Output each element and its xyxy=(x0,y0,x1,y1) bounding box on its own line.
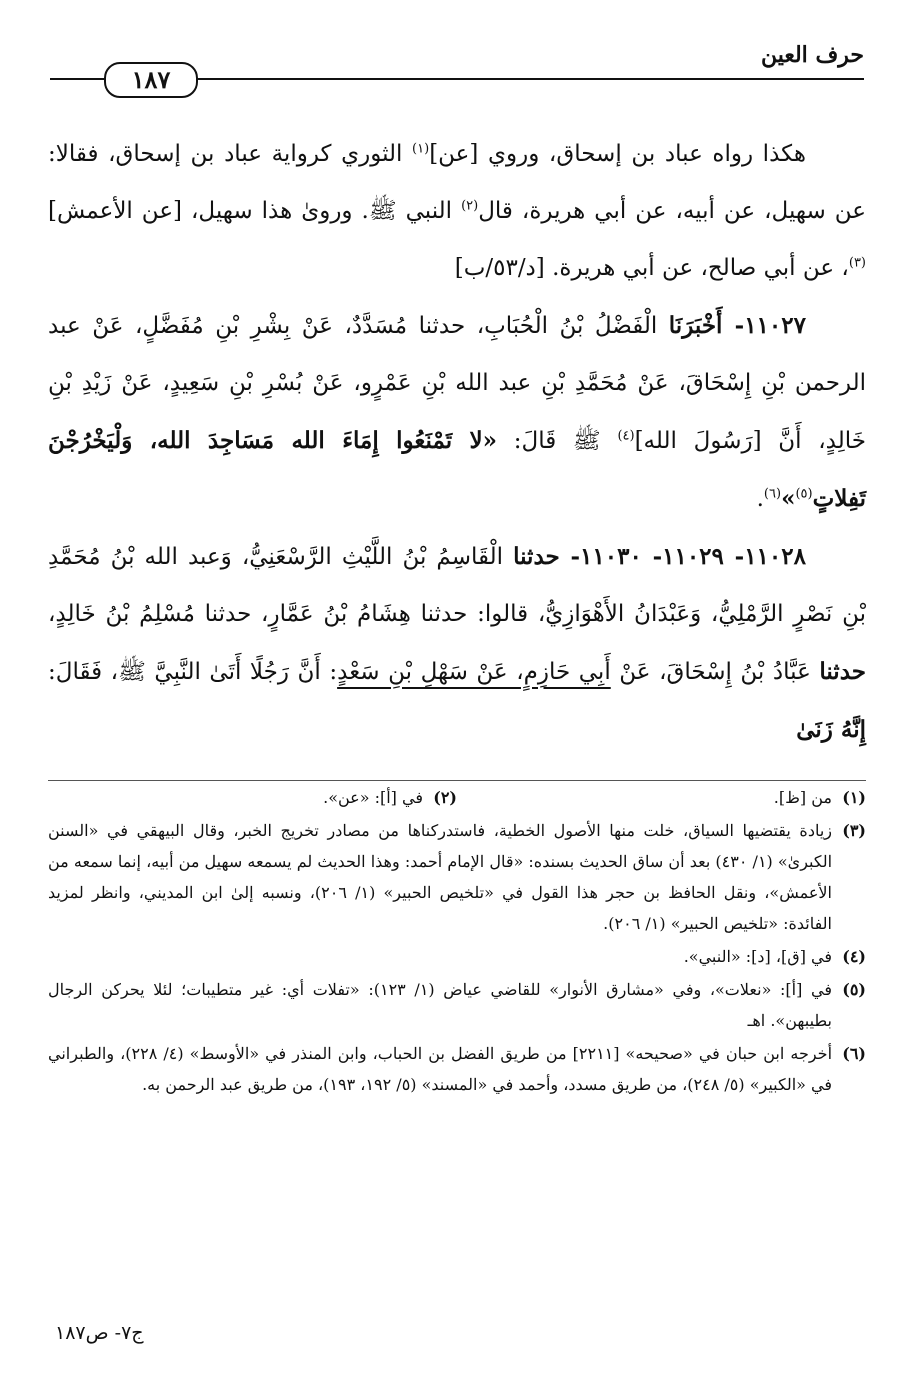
footnote-ref-1[interactable]: (١) xyxy=(412,141,430,157)
footnote-6 xyxy=(48,1038,866,1100)
text-run: النبي ﷺ. وروىٰ هذا سهيل، [عن الأعمش] xyxy=(48,198,462,224)
footnote-ref-2[interactable]: (٢) xyxy=(461,198,479,214)
footnote-number: (٣) xyxy=(842,821,866,840)
text-run: هكذا رواه عباد بن إسحاق، وروي [عن] xyxy=(429,141,806,167)
text-run: : أَنَّ رَجُلًا أَتَىٰ النَّبِيَّ ﷺ، فَقَالَ: xyxy=(48,659,338,685)
footnote-text: زيادة يقتضيها السياق، خلت منها الأصول الخطية، فاستدركناها من مصادر تخريج الخبر، وقال البيهقي في «السنن الكبرىٰ» (١/ ٤٣٠) بعد أن ساق الحديث بسنده: «قال الإمام أحمد: وهذا الحديث لم يسمعه سهيل من أبيه، إنما سمعه من الأعمش»، ونقل الحافظ بن حجر هذا القول في «تلخيص الحبير» (١/ ٢٠٦)، ونسبه إلىٰ ابن المديني، وانظر لمزيد الفائدة: «تلخيص الحبير» (١/ ٢٠٦). xyxy=(48,821,833,933)
hadith-11028 xyxy=(48,528,866,759)
footnote-row xyxy=(48,782,866,815)
footnote-number: (٦) xyxy=(842,1044,866,1063)
footnote-text: في [ق]، [د]: «النبي». xyxy=(683,947,832,966)
footnote-4 xyxy=(48,941,866,972)
quote-close: » xyxy=(781,485,796,512)
transmission-lead: حدثنا xyxy=(513,543,560,570)
footnote-number: (٢) xyxy=(433,788,457,807)
text-run: ، عن أبي صالح، عن أبي هريرة. [د/٥٣/ب] xyxy=(454,255,849,281)
hadith-number: ١١٠٢٨- ١١٠٢٩- ١١٠٣٠- xyxy=(559,543,806,570)
page-number-badge: ١٨٧ xyxy=(104,62,198,98)
hadith-11027 xyxy=(48,297,866,528)
footnote-3 xyxy=(48,815,866,939)
footnote-text: من [ظ]. xyxy=(773,788,832,807)
footnote-ref-5[interactable]: (٥) xyxy=(795,486,813,502)
transmission-lead: أَخْبَرَنَا xyxy=(668,312,723,339)
text-run: الْفَضْلُ بْنُ الْحُبَابِ، حدثنا مُسَدَّدٌ، عَنْ بِشْرِ بْنِ مُفَضَّلٍ، عَنْ عبد الرحمن بْنِ إِسْحَاقَ، عَنْ مُحَمَّدِ بْنِ عبد الله بْنِ عَمْرٍو، عَنْ بُسْرِ بْنِ سَعِيدٍ، عَنْ زَيْدِ بْنِ خَالِدٍ، أَنَّ [رَسُولَ الله] xyxy=(48,313,866,454)
footnote-ref-3[interactable]: (٣) xyxy=(848,255,866,271)
running-header-title: حرف العين xyxy=(760,42,864,68)
text-run: . xyxy=(756,486,764,512)
hadith-quote: إِنَّهُ زَنَىٰ xyxy=(796,716,866,743)
footnote-1 xyxy=(457,782,866,813)
page-footer: ج٧- ص١٨٧ xyxy=(55,1322,144,1344)
hadith-number: ١١٠٢٧- xyxy=(722,312,806,339)
footnote-ref-6[interactable]: (٦) xyxy=(763,486,782,502)
footnote-number: (٥) xyxy=(842,980,866,999)
footnote-text: أخرجه ابن حبان في «صحيحه» [٢٢١١] من طريق الفضل بن الحباب، وابن المنذر في «الأوسط» (٤/ ٢٢٨)، والطبراني في «الكبير» (٥/ ٢٤٨)، من طريق مسدد، وأحمد في «المسند» (٥/ ١٩٢، ١٩٣)، من طريق عبد الرحمن به. xyxy=(48,1044,833,1094)
underlined-narrators: أَبِي حَازِمٍ، عَنْ سَهْلِ بْنِ سَعْدٍ xyxy=(337,659,611,685)
footnote-separator xyxy=(48,780,866,781)
footnotes xyxy=(48,782,866,1102)
footnote-ref-4[interactable]: (٤) xyxy=(617,428,635,444)
transmission-lead: حدثنا xyxy=(819,658,866,685)
text-run: الثوري كرواية عباد بن إسحاق، فقالا: عن سهيل، عن أبيه، عن أبي هريرة، قال xyxy=(48,141,867,224)
paragraph-1 xyxy=(48,126,866,297)
footnote-text: في [أ]: «نعلات»، وفي «مشارق الأنوار» للقاضي عياض (١/ ١٢٣): «تفلات أي: غير متطيبات؛ لئلا يحركن الرجال بطيبهن». اهـ xyxy=(48,980,832,1030)
text-run: عَبَّادُ بْنُ إِسْحَاقَ، عَنْ xyxy=(610,659,820,685)
text-run: ﷺ قَالَ: xyxy=(497,428,618,454)
footnote-number: (١) xyxy=(842,788,866,807)
hadith-quote: «لا تَمْنَعُوا إِمَاءَ الله مَسَاجِدَ الله، وَلْيَخْرُجْنَ تَفِلاتٍ xyxy=(48,427,866,512)
footnote-5 xyxy=(48,974,866,1036)
main-text xyxy=(48,126,866,759)
footnote-number: (٤) xyxy=(842,947,866,966)
footnote-2 xyxy=(48,782,457,813)
text-run: الْقَاسِمُ بْنُ اللَّيْثِ الرَّسْعَنِيُّ، وَعبد الله بْنُ مُحَمَّدِ بْنِ نَصْرٍ الرَّمْلِيُّ، وَعَبْدَانُ الأَهْوَازِيُّ، قالوا: حدثنا هِشَامُ بْنُ عَمَّارٍ، حدثنا مُسْلِمُ بْنُ خَالِدٍ، xyxy=(48,544,866,627)
footnote-text: في [أ]: «عن». xyxy=(323,788,423,807)
